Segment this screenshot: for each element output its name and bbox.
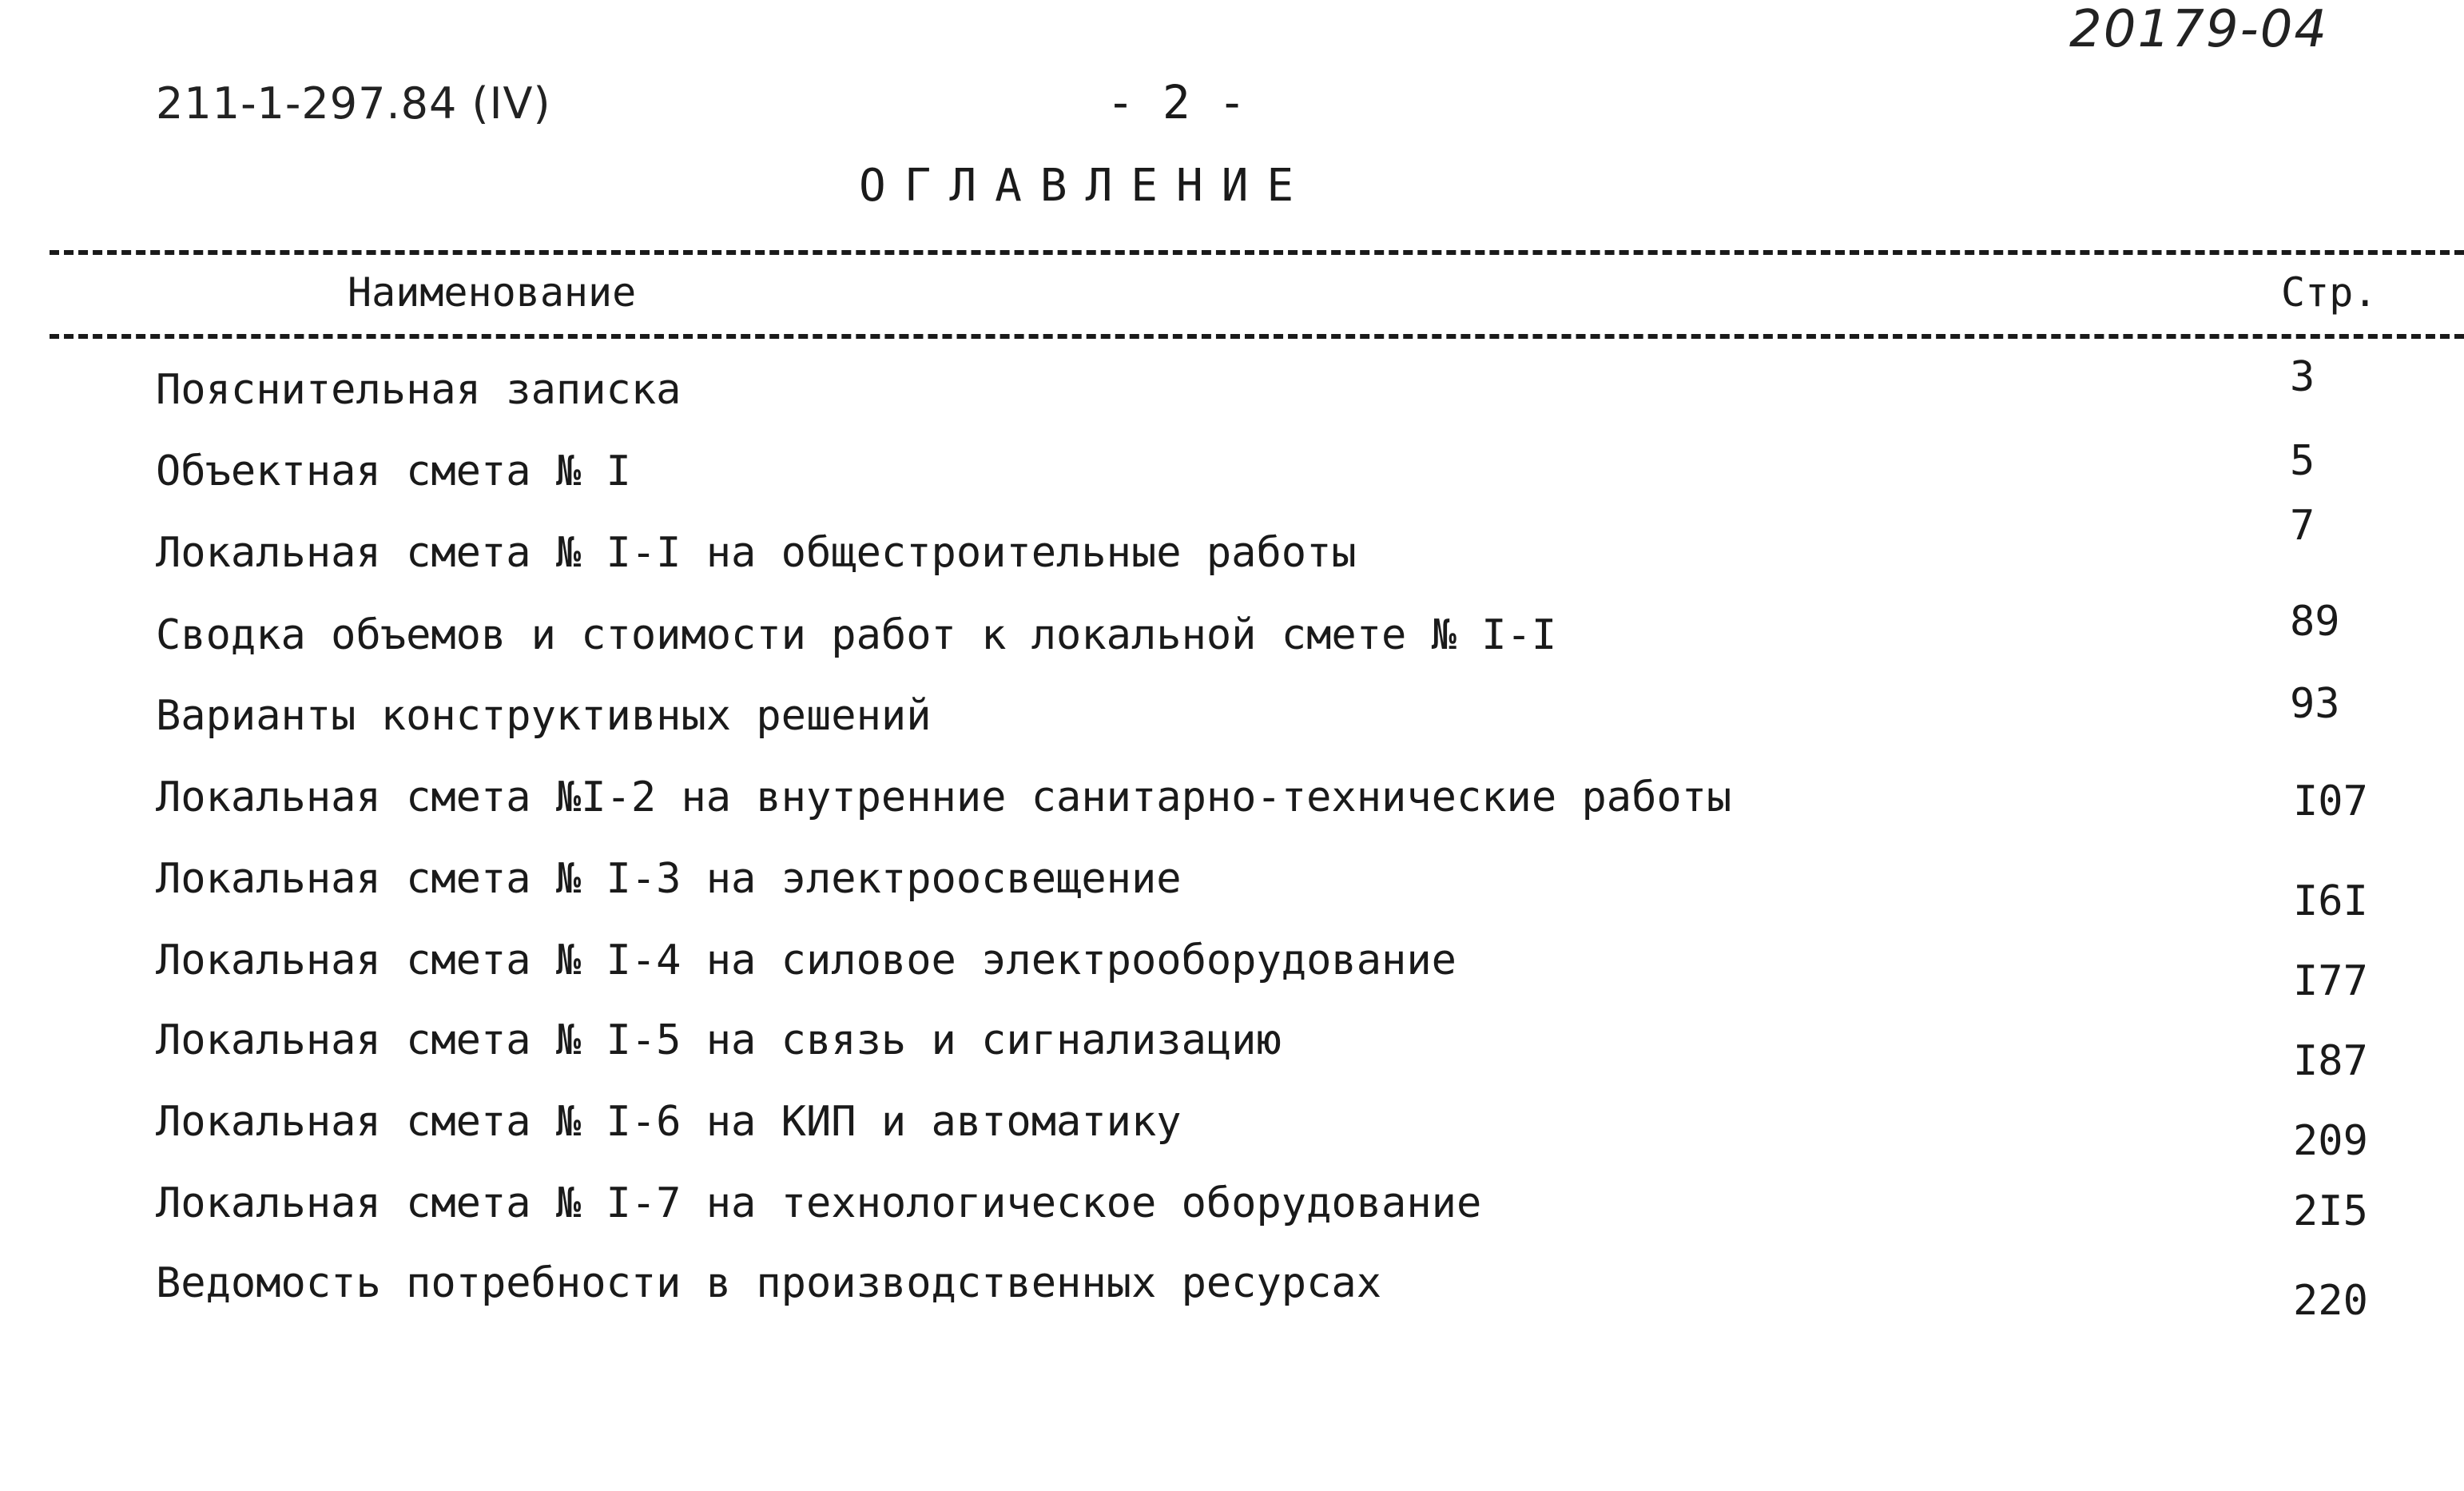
toc-row-page: 220: [2293, 1277, 2368, 1325]
toc-row-label: Пояснительная записка: [156, 366, 682, 414]
toc-row-page: 89: [2290, 598, 2340, 646]
toc-row-page: 7: [2290, 502, 2315, 550]
toc-row-label: Ведомость потребности в производственных ресурсах: [156, 1259, 1382, 1307]
toc-row-page: 93: [2290, 680, 2340, 728]
toc-row-label: Локальная смета № I-4 на силовое электрооборудование: [156, 936, 1457, 984]
toc-row-label: Локальная смета № I-3 на электроосвещение: [156, 855, 1182, 903]
column-header-name: Наименование: [348, 269, 637, 316]
toc-row-page: I77: [2293, 957, 2368, 1005]
toc-row-label: Локальная смета №I-2 на внутренние санитарно-технические работы: [156, 773, 1732, 821]
page-number: - 2 -: [1107, 75, 1246, 129]
toc-row-label: Локальная смета № I-5 на связь и сигнализацию: [156, 1016, 1282, 1064]
toc-row-page: 3: [2290, 353, 2315, 401]
toc-row-page: 5: [2290, 437, 2315, 485]
toc-row-page: I07: [2293, 777, 2368, 825]
toc-row-label: Объектная смета № I: [156, 447, 631, 495]
registration-number: 20179-04: [2069, 0, 2329, 59]
toc-row-page: I87: [2293, 1037, 2368, 1085]
toc-row-label: Локальная смета № I-6 на КИП и автоматику: [156, 1098, 1182, 1146]
toc-row-label: Локальная смета № I-I на общестроительные работы: [156, 529, 1357, 577]
toc-row-page: 2I5: [2293, 1187, 2368, 1235]
toc-row-page: I6I: [2293, 877, 2368, 925]
toc-row-label: Варианты конструктивных решений: [156, 692, 932, 740]
document-code: 211-1-297.84 (IV): [156, 78, 551, 129]
column-header-page: Стр.: [2281, 269, 2378, 316]
toc-row-page: 209: [2293, 1117, 2368, 1165]
page-title: ОГЛАВЛЕНИЕ: [859, 160, 1313, 212]
toc-row-label: Локальная смета № I-7 на технологическое оборудование: [156, 1179, 1482, 1227]
toc-row-label: Сводка объемов и стоимости работ к локальной смете № I-I: [156, 611, 1557, 659]
